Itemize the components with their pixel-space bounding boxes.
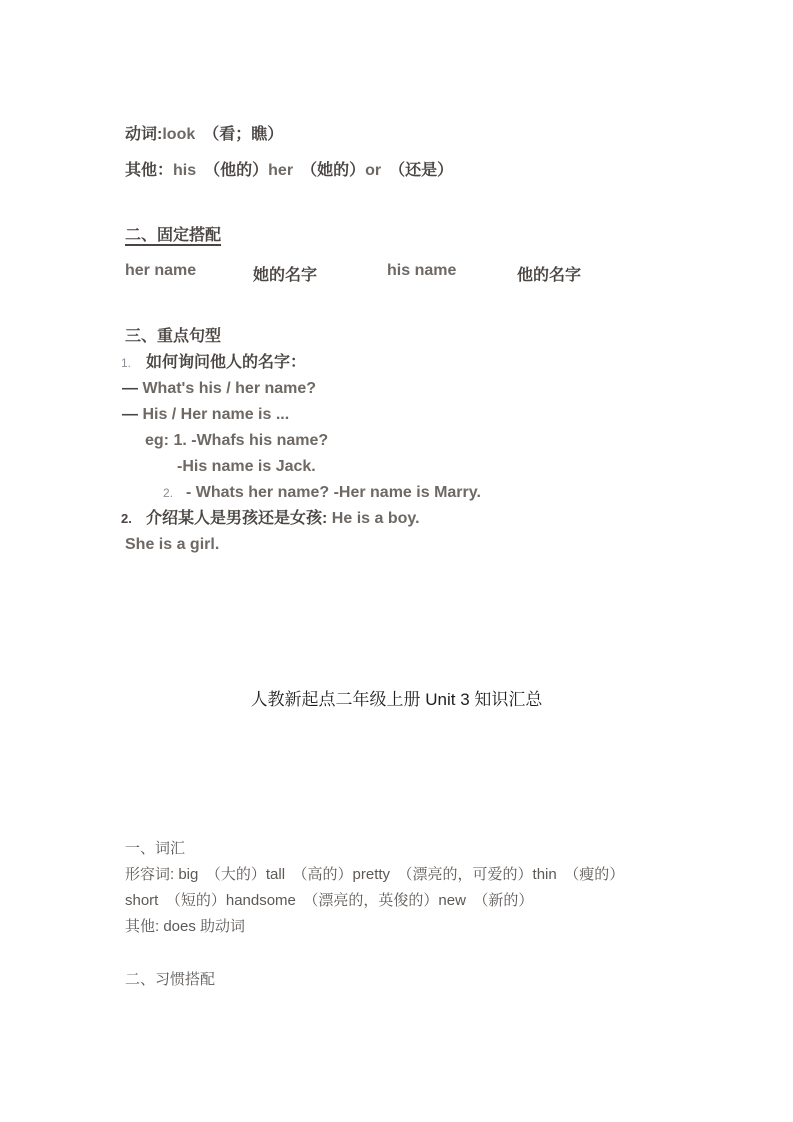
list-item-1 — [121, 352, 306, 374]
other-word-3: or — [365, 162, 382, 179]
heading-key-sentences: 三、重点句型 — [125, 328, 222, 345]
line-example-1: eg: 1. -Whafs his name? — [145, 432, 329, 449]
verb-word: look — [162, 126, 196, 143]
answer-text: His / Her name is ... — [138, 406, 290, 423]
line-question — [122, 378, 316, 400]
pair-her-name-en: her name — [125, 262, 197, 279]
other-paren-3: （还是） — [381, 162, 454, 179]
heading-habitual-collocation: 二、习惯搭配 — [125, 971, 216, 988]
verb-label: 动词: — [125, 126, 163, 143]
question-text: What's his / her name? — [138, 380, 317, 397]
list-number-1: 1. — [121, 356, 132, 370]
other-paren-1: （他的） — [196, 162, 269, 179]
line-other-words — [125, 160, 453, 182]
pair-his-name-zh: 他的名字 — [517, 267, 582, 284]
item2-chinese: 介绍某人是男孩还是女孩: — [146, 510, 328, 527]
list-number-2: 2. — [121, 511, 132, 526]
dash-icon: — — [122, 406, 138, 423]
pair-her-name-zh: 她的名字 — [253, 267, 318, 284]
pair-his-name-en: his name — [387, 262, 457, 279]
line-verb — [125, 124, 283, 146]
list-item-2 — [121, 508, 420, 530]
example3-text: - Whats her name? -Her name is Marry. — [186, 484, 481, 501]
line-girl: She is a girl. — [125, 536, 220, 553]
other-word-1: his — [173, 162, 197, 179]
line-example-3 — [163, 482, 481, 504]
line-answer — [122, 404, 289, 426]
document-title: 人教新起点二年级上册 Unit 3 知识汇总 — [250, 690, 543, 709]
line-other-unit3: 其他: does 助动词 — [125, 918, 246, 935]
heading-vocabulary: 一、词汇 — [125, 840, 186, 857]
other-word-2: her — [268, 162, 294, 179]
heading-fixed-collocation: 二、固定搭配 — [125, 227, 222, 244]
line-adjectives-1: 形容词: big （大的）tall （高的）pretty （漂亮的，可爱的）thin （瘦的） — [125, 866, 625, 883]
dash-icon: — — [122, 380, 138, 397]
line-example-2: -His name is Jack. — [177, 458, 316, 475]
item1-text: 如何询问他人的名字： — [146, 354, 307, 371]
other-label: 其他： — [125, 162, 174, 179]
item2-english: He is a boy. — [327, 510, 420, 527]
example-number-2: 2. — [163, 486, 174, 500]
line-adjectives-2: short （短的）handsome （漂亮的，英俊的）new （新的） — [125, 892, 534, 909]
verb-paren: （看；瞧） — [195, 126, 284, 143]
other-paren-2: （她的） — [293, 162, 366, 179]
